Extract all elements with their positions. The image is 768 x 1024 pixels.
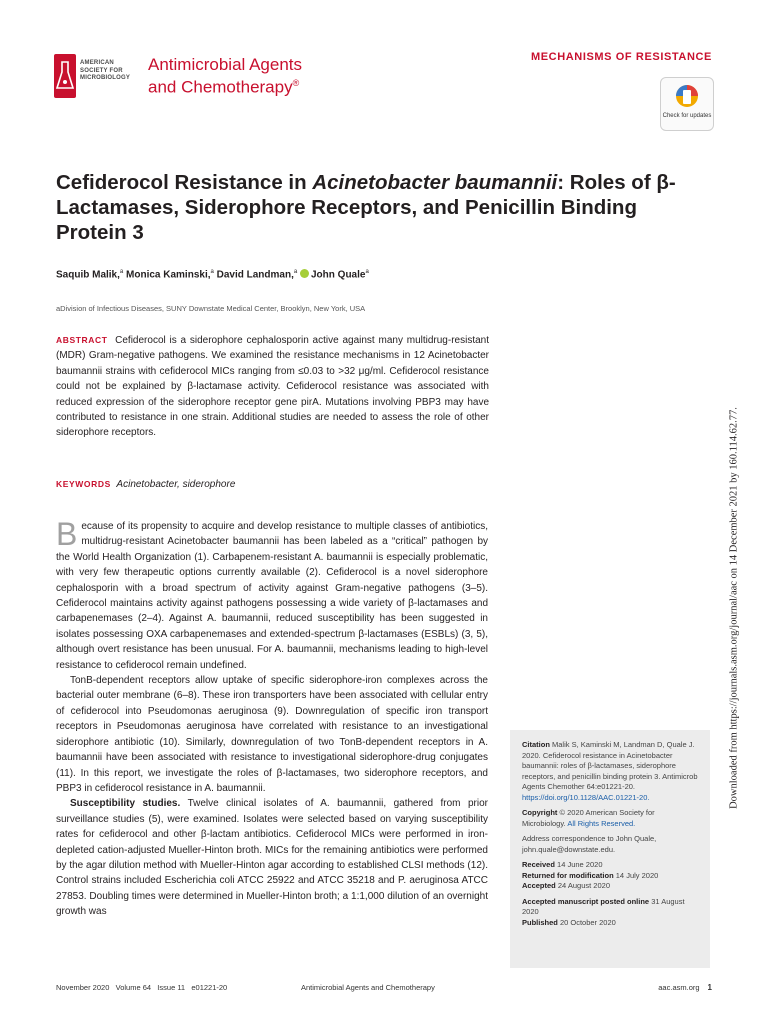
article-body bbox=[56, 516, 488, 920]
issue-info: November 2020 Volume 64 Issue 11 e01221-20 bbox=[56, 983, 228, 992]
journal-site-link[interactable]: aac.asm.org bbox=[658, 983, 700, 992]
citation-sidebar bbox=[510, 730, 710, 968]
correspondence: Address correspondence to John Quale, john.quale@downstate.edu. bbox=[522, 834, 657, 854]
abstract-label: ABSTRACT bbox=[56, 335, 108, 345]
author-list: Saquib Malik,$^a$ Monica Kaminski,$^a$ David Landman,$^a$ John Quale$^a$ bbox=[56, 269, 369, 281]
doi-link[interactable]: https://doi.org/10.1128/AAC.01221-20. bbox=[522, 792, 650, 802]
date-manuscript: Accepted manuscript posted online 31 August 2020 bbox=[522, 896, 685, 916]
keywords-label: KEYWORDS bbox=[56, 479, 111, 489]
date-published: Published 20 October 2020 bbox=[522, 917, 616, 927]
abstract bbox=[56, 333, 489, 441]
drop-cap: B bbox=[56, 516, 78, 552]
author[interactable]: David Landman, bbox=[216, 269, 294, 281]
author[interactable]: John Quale bbox=[311, 269, 366, 281]
orcid-icon[interactable] bbox=[300, 269, 309, 278]
check-for-updates-button[interactable] bbox=[660, 77, 714, 131]
date-returned: Returned for modification 14 July 2020 bbox=[522, 870, 659, 880]
subsection-heading: Susceptibility studies. bbox=[70, 798, 181, 810]
journal-name: Antimicrobial Agents and Chemotherapy® bbox=[148, 55, 303, 97]
paragraph: Because of its propensity to acquire and develop resistance to multiple classes of antibiotics, multidrug-resistant Acinetobacter baumannii has been labeled as a “critical” pathogen by the World Health Organization (1). Carbapenem-resistant A. baumannii is especially problematic, with very few therapeutic options currently available (2). Cefiderocol is a novel siderophore cephalosporin with a broad spectrum of activity against Gram-negative pathogens (3–5). Cefiderocol maintains activity against pathogens possessing a wide variety of β-lactamases and carbapenemases (2–4). Against A. baumannii, reduced susceptibility has been suggested in isolates possessing OXA carbapenemases and extended-spectrum β-lactamases (ESBLs) (3, 5), although overt resistance has been unusual. For A. baumannii, mechanisms leading to high-level resistance to cefiderocol remain undefined. bbox=[56, 516, 488, 671]
keywords bbox=[56, 479, 235, 490]
section-label: MECHANISMS OF RESISTANCE bbox=[530, 51, 712, 63]
page-number: 1 bbox=[707, 983, 712, 992]
asm-flask-icon bbox=[54, 54, 76, 98]
download-watermark bbox=[728, 407, 740, 809]
keywords-text: Acinetobacter, siderophore bbox=[116, 479, 236, 490]
rights-link[interactable]: All Rights Reserved. bbox=[567, 818, 636, 828]
author[interactable]: Saquib Malik, bbox=[56, 269, 120, 281]
society-name: AMERICAN SOCIETY FOR MICROBIOLOGY bbox=[80, 60, 131, 81]
article-title: Cefiderocol Resistance in Acinetobacter baumannii: Roles of β-Lactamases, Siderophore Receptors, and Penicillin Binding Protein 3 bbox=[56, 171, 676, 244]
check-for-updates-label: Check for updates bbox=[662, 113, 712, 119]
paragraph: TonB-dependent receptors allow uptake of specific siderophore-iron complexes across the bacterial outer membrane (6–8). These iron transporters have been associated with cellular entry of cefiderocol into Pseudomonas aeruginosa (9). Downregulation of specific iron transport receptors in Pseudomonas aeruginosa have correlated with resistance to an investigational siderophore antibiotic (10). Similarly, downregulation of two TonB-dependent receptors in A. baumannii have been associated with resistance to investigational siderophore-drug conjugates (11). In this report, we investigate the roles of β-lactamases, two siderophore receptors, and PBP3 in cefiderocol resistance in A. baumannii. bbox=[56, 675, 488, 794]
abstract-text: Cefiderocol is a siderophore cephalosporin active against many multidrug-resistant (MDR) Gram-negative pathogens. We examined the resistance mechanisms in 12 Acinetobacter baumannii strains with cefiderocol MICs ranging from ≤0.03 to >32 μg/ml. Cefiderocol resistance could not be explained by β-lactamase activity. Cefiderocol resistance was associated with reduced expression of the siderophore receptor gene pirA. Mutations involving PBP3 may have contributed to resistance in one strain. Additional studies are needed to assess the role of other siderophore receptors. bbox=[56, 335, 489, 439]
copyright: Copyright © 2020 American Society for Microbiology. All Rights Reserved. bbox=[522, 808, 655, 828]
footer-journal: Antimicrobial Agents and Chemotherapy bbox=[301, 983, 435, 992]
citation: Citation Malik S, Kaminski M, Landman D, Quale J. 2020. Cefiderocol resistance in Acinetobacter baumannii: roles of β-lactamases, siderophore receptors, and penicillin binding protein 3. Antimicrob Agents Chemother 64:e01221-20. https://doi.org/10.1128/AAC.01221-20. bbox=[522, 740, 698, 802]
date-received: Received 14 June 2020 bbox=[522, 860, 603, 869]
affiliation: aDivision of Infectious Diseases, SUNY Downstate Medical Center, Brooklyn, New York, USA bbox=[56, 304, 366, 313]
author[interactable]: Monica Kaminski, bbox=[126, 269, 211, 281]
asm-logo bbox=[50, 50, 146, 106]
crossmark-icon bbox=[661, 78, 713, 112]
paragraph: Susceptibility studies. Twelve clinical isolates of A. baumannii, gathered from prior surveillance studies (5), were examined. Isolates were selected based on varying susceptibility rates for cefiderocol and other β-lactam antibiotics. Cefiderocol MICs were performed in iron-depleted cation-adjusted Mueller-Hinton broth. MICs for the remaining antibiotics were performed by the agar dilution method with Mueller-Hinton agar according to established CLSI methods (12). Control strains included Escherichia coli ATCC 25922 and ATCC 35218 and P. aeruginosa ATCC 27853. Doubling times were determined in Mueller-Hinton broth; a 1:1,000 dilution of an overnight growth was bbox=[56, 798, 488, 918]
download-note: Downloaded from https://journals.asm.org/journal/aac on 14 December 2021 by 160.114.62.77. bbox=[728, 407, 740, 809]
date-accepted: Accepted 24 August 2020 bbox=[522, 881, 610, 890]
